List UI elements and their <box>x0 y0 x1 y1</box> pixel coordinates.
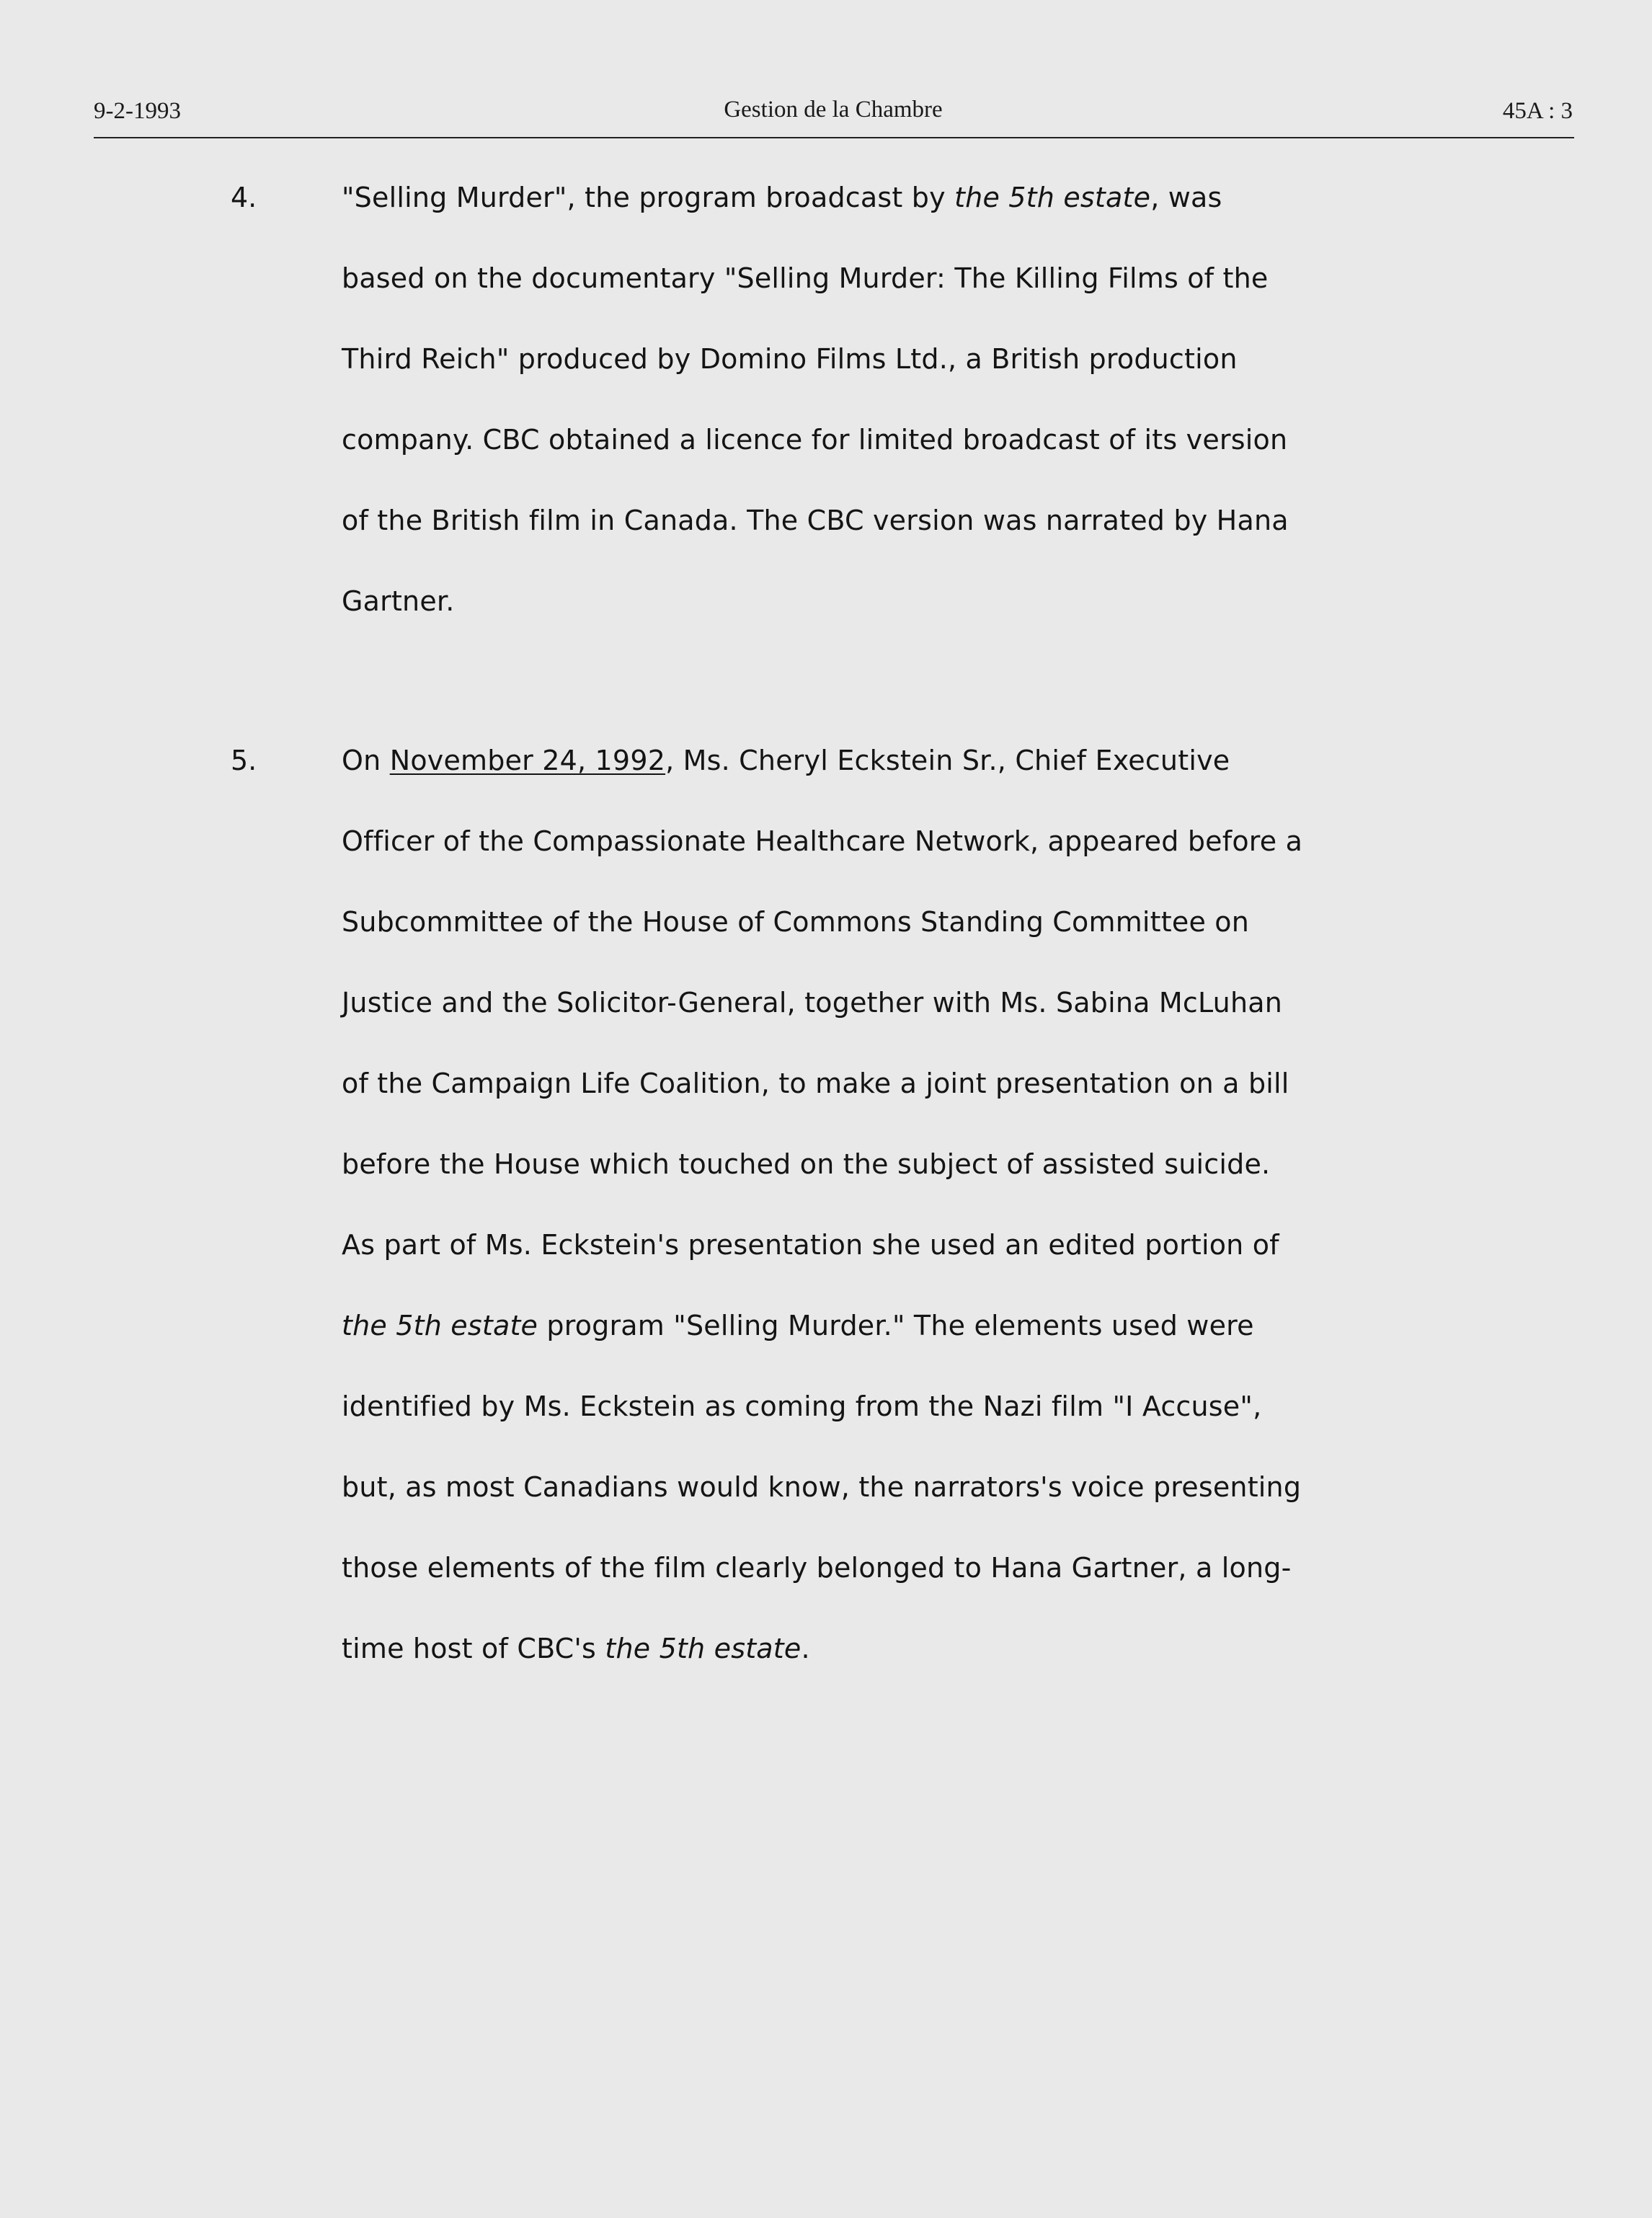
paragraph-line <box>342 745 1230 776</box>
paragraph-line <box>342 825 1302 857</box>
paragraph-line <box>342 1148 1270 1180</box>
header-title: Gestion de la Chambre <box>724 97 943 123</box>
line-text: but, as most Canadians would know, the narrators's voice presenting <box>342 1471 1302 1503</box>
line-text: Third Reich" produced by Domino Films Ltd., a British production <box>342 343 1238 375</box>
paragraph-line <box>342 262 1269 294</box>
line-text: program "Selling Murder." The elements used were <box>538 1310 1254 1341</box>
paragraph-number: 5. <box>231 745 257 776</box>
paragraph-line <box>342 987 1282 1019</box>
paragraph-line <box>342 1552 1291 1584</box>
line-text: of the British film in Canada. The CBC version was narrated by Hana <box>342 505 1289 536</box>
paragraph-line <box>342 1471 1301 1503</box>
paragraph-line <box>342 1633 810 1664</box>
line-text: On <box>342 745 390 776</box>
underlined-date: November 24, 1992 <box>389 745 666 776</box>
line-text: , Ms. Cheryl Eckstein Sr., Chief Executive <box>665 745 1230 776</box>
paragraph-line <box>342 505 1289 536</box>
paragraph-line <box>342 1229 1279 1261</box>
paragraph-line <box>342 424 1287 456</box>
paragraph-line <box>342 1310 1254 1341</box>
line-text: based on the documentary "Selling Murder: The Killing Films of the <box>342 262 1269 294</box>
line-text: company. CBC obtained a licence for limited broadcast of its version <box>342 424 1288 456</box>
paragraph-line <box>342 906 1249 938</box>
paragraph-line <box>342 585 455 617</box>
paragraph-line <box>342 1068 1289 1099</box>
line-text: . <box>801 1633 810 1664</box>
italic-program-name: the 5th estate <box>605 1633 801 1664</box>
line-text: Officer of the Compassionate Healthcare Network, appeared before a <box>342 825 1303 857</box>
line-text: before the House which touched on the subject of assisted suicide. <box>342 1148 1271 1180</box>
line-text: identified by Ms. Eckstein as coming from the Nazi film "I Accuse", <box>342 1390 1262 1422</box>
line-text: those elements of the film clearly belonged to Hana Gartner, a long- <box>342 1552 1292 1584</box>
line-text: As part of Ms. Eckstein's presentation she used an edited portion of <box>342 1229 1279 1261</box>
italic-program-name: the 5th estate <box>954 182 1151 213</box>
line-text: Justice and the Solicitor-General, together with Ms. Sabina McLuhan <box>342 987 1283 1019</box>
line-text: Gartner. <box>342 585 455 617</box>
header-date: 9-2-1993 <box>94 98 181 124</box>
line-text: time host of CBC's <box>342 1633 605 1664</box>
line-text: , was <box>1150 182 1222 213</box>
paragraph-number: 4. <box>231 182 257 213</box>
header-rule <box>94 137 1574 138</box>
page-header <box>94 95 1573 133</box>
italic-program-name: the 5th estate <box>342 1310 538 1341</box>
paragraph-line <box>342 182 1222 213</box>
header-page-number: 45A : 3 <box>1502 98 1573 124</box>
line-text: of the Campaign Life Coalition, to make a joint presentation on a bill <box>342 1068 1289 1099</box>
line-text: "Selling Murder", the program broadcast by <box>342 182 955 213</box>
line-text: Subcommittee of the House of Commons Standing Committee on <box>342 906 1250 938</box>
paragraph-line <box>342 343 1238 375</box>
paragraph-line <box>342 1390 1261 1422</box>
